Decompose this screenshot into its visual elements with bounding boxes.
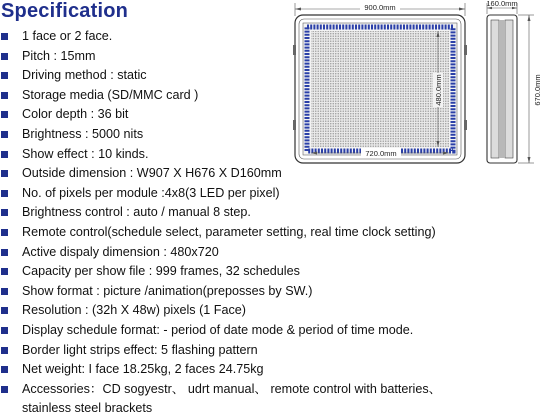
spec-text: Brightness : 5000 nits bbox=[22, 127, 144, 141]
page-title: Specification bbox=[1, 0, 129, 22]
side-view bbox=[486, 0, 517, 163]
spec-text: Active dispaly dimension : 480x720 bbox=[22, 244, 219, 259]
bullet-icon bbox=[1, 307, 8, 314]
bullet-icon bbox=[1, 151, 8, 158]
spec-text: Brightness control : auto / manual 8 step. bbox=[22, 205, 251, 220]
pixel-field bbox=[311, 31, 449, 147]
spec-text: Storage media (SD/MMC card ) bbox=[22, 87, 199, 102]
width-label: 900.0mm bbox=[364, 3, 396, 12]
spec-text: stainless steel brackets bbox=[22, 401, 153, 416]
spec-text: Border light strips effect: 5 flashing pattern bbox=[22, 342, 258, 357]
spec-text: Outside dimension : W907 X H676 X D160mm bbox=[22, 166, 282, 181]
spec-text: Capacity per show file : 999 frames, 32 schedules bbox=[22, 264, 300, 279]
bullet-icon bbox=[1, 53, 8, 60]
dimension-drawing bbox=[282, 0, 550, 185]
bullet-icon bbox=[1, 131, 8, 138]
spec-text: Remote control(schedule select, parameter setting, real time clock setting) bbox=[22, 225, 436, 239]
outer-height-dimension bbox=[518, 15, 542, 163]
bullet-icon bbox=[1, 327, 8, 334]
inner-width-label: 720.0mm bbox=[365, 149, 397, 158]
bullet-icon bbox=[1, 33, 8, 40]
bullet-icon bbox=[1, 72, 8, 79]
bullet-icon bbox=[1, 249, 8, 256]
bullet-icon bbox=[1, 229, 8, 236]
spec-text: Resolution : (32h X 48w) pixels (1 Face) bbox=[22, 303, 246, 318]
outer-height-label: 670.0mm bbox=[533, 74, 542, 106]
depth-label: 160.0mm bbox=[486, 0, 518, 8]
bullet-icon bbox=[1, 92, 8, 99]
width-dimension bbox=[295, 3, 465, 16]
bullet-icon bbox=[1, 190, 8, 197]
bullet-icon bbox=[1, 209, 8, 216]
bullet-icon bbox=[1, 268, 8, 275]
spec-text: 1 face or 2 face. bbox=[22, 29, 113, 43]
bullet-icon bbox=[1, 111, 8, 118]
inner-height-label: 480.0mm bbox=[434, 74, 443, 106]
bullet-icon bbox=[1, 386, 8, 393]
spec-text: Accessories：CD sogyestr、 udrt manual、 remote control with batteries、 bbox=[22, 381, 442, 396]
spec-text: No. of pixels per module :4x8(3 LED per pixel) bbox=[22, 185, 280, 200]
spec-text: Display schedule format: - period of date mode & period of time mode. bbox=[22, 323, 414, 337]
spec-text: Driving method : static bbox=[22, 68, 147, 83]
spec-text: Color depth : 36 bit bbox=[22, 107, 129, 122]
spec-text: Net weight: I face 18.25kg, 2 faces 24.75kg bbox=[22, 362, 264, 377]
bullet-icon bbox=[1, 170, 8, 177]
spec-text: Show format : picture /animation(preposses by SW.) bbox=[22, 283, 313, 298]
bullet-icon bbox=[1, 366, 8, 373]
spec-text: Show effect : 10 kinds. bbox=[22, 146, 149, 161]
spec-text: Pitch : 15mm bbox=[22, 48, 96, 63]
bullet-icon bbox=[1, 347, 8, 354]
bullet-icon bbox=[1, 288, 8, 295]
